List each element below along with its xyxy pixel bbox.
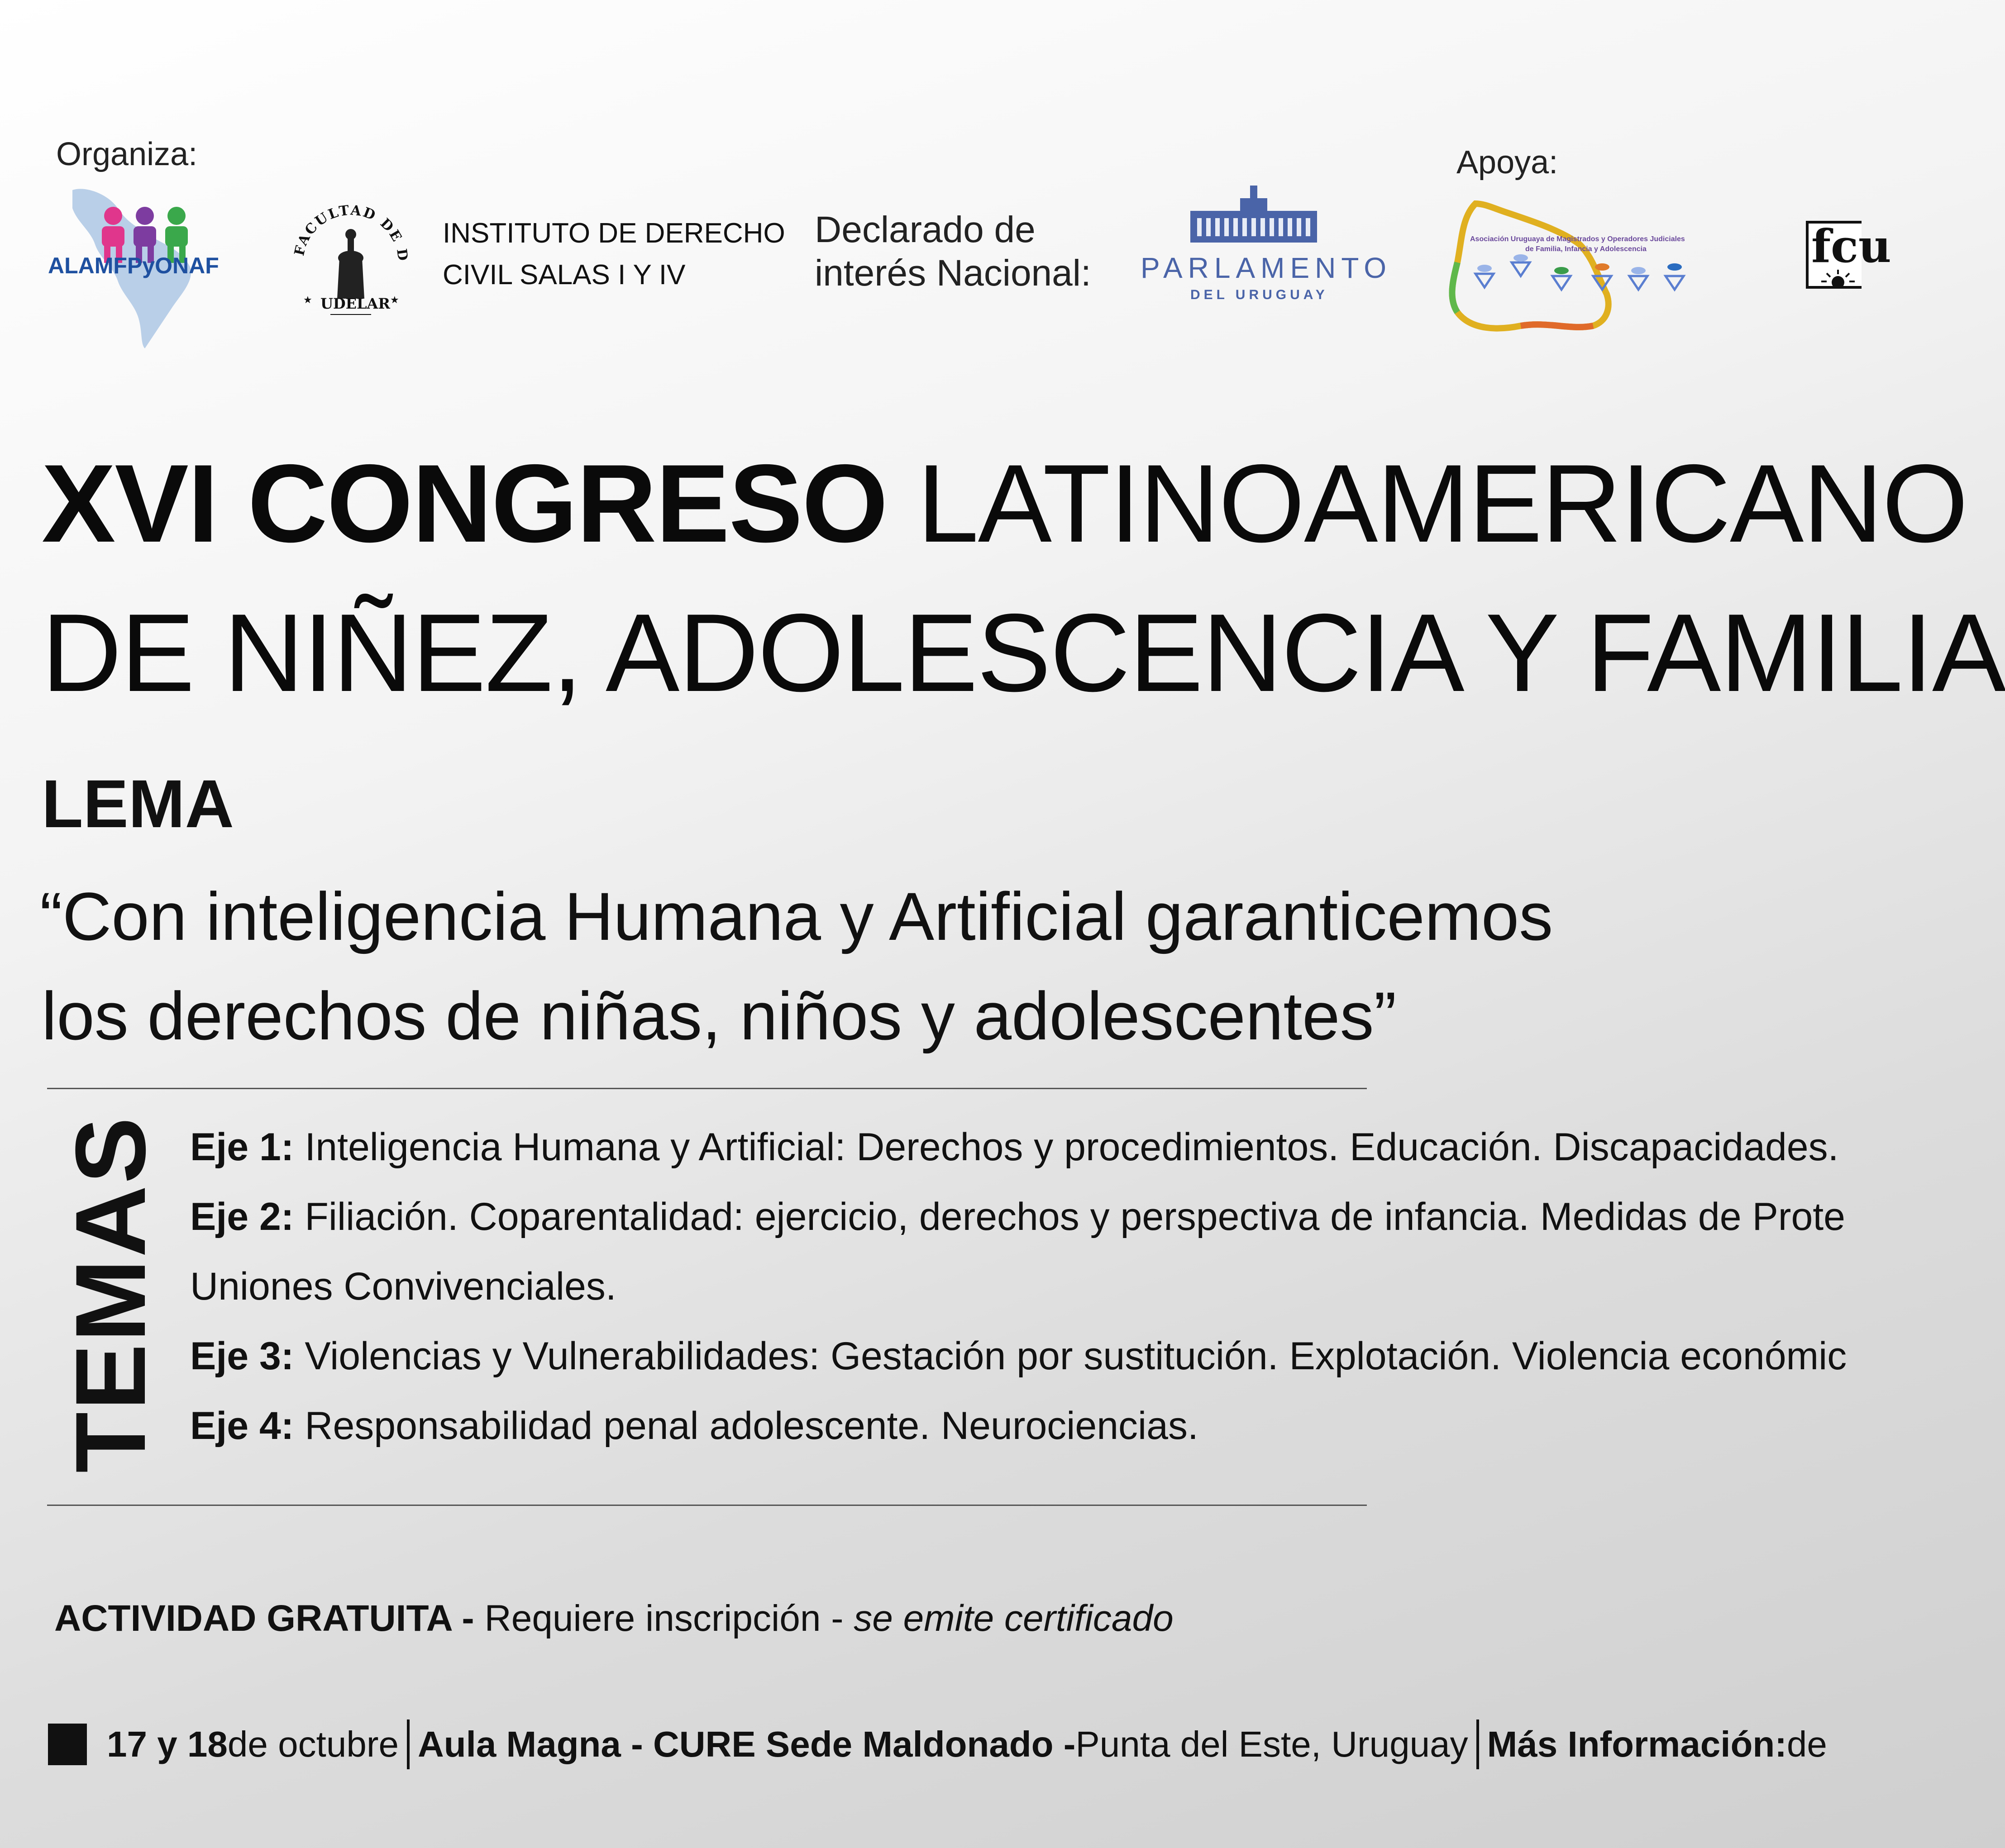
black-square-icon (48, 1724, 87, 1765)
separator-1 (407, 1719, 410, 1769)
organiza-label: Organiza: (56, 136, 198, 172)
instituto-line-1: INSTITUTO DE DERECHO (443, 218, 785, 249)
uruguay-map-outline-icon (1444, 195, 1733, 348)
actividad-bold: ACTIVIDAD GRATUITA - (54, 1598, 474, 1639)
eje-4-text: Responsabilidad penal adolescente. Neurociencias. (305, 1404, 1198, 1448)
instituto-line-2: CIVIL SALAS I Y IV (443, 259, 686, 291)
title-bold: XVI CONGRESO (42, 441, 888, 565)
parlamento-name: PARLAMENTO (1141, 252, 1392, 284)
sun-icon (1818, 269, 1858, 287)
eje-2-text: Filiación. Coparentalidad: ejercicio, derechos y perspectiva de infancia. Medidas de Prote (305, 1195, 1845, 1238)
lema-label: LEMA (42, 766, 234, 842)
eje-3-text: Violencias y Vulnerabilidades: Gestación por sustitución. Explotación. Violencia económic (305, 1334, 1847, 1378)
ejes-list (190, 1112, 1847, 1461)
eje-4 (190, 1391, 1847, 1461)
footer-info-normal: de (1786, 1724, 1827, 1764)
divider-top (47, 1088, 1367, 1089)
footer-info-bold: Más Información: (1487, 1724, 1787, 1764)
title-light: LATINOAMERICANO (917, 441, 1967, 565)
eje-1-label: Eje 1: (190, 1125, 294, 1169)
eje-2-label: Eje 2: (190, 1195, 294, 1238)
eje-2-continuation (190, 1252, 1847, 1321)
eje-2-continuation-text: Uniones Convivenciales. (190, 1265, 616, 1308)
alamf-logo-text: ALAMFPyONAF (48, 253, 219, 278)
actividad-italic: se emite certificado (843, 1598, 1174, 1639)
eje-4-label: Eje 4: (190, 1404, 294, 1448)
title-line-1 (42, 441, 1967, 565)
temas-label: TEMAS (55, 1115, 166, 1473)
eje-2 (190, 1182, 1847, 1252)
footer-date-bold: 17 y 18 (107, 1724, 228, 1764)
alamf-logo (45, 181, 235, 353)
eje-3-label: Eje 3: (190, 1334, 294, 1378)
footer-venue-normal: Punta del Este, Uruguay (1075, 1724, 1468, 1764)
eje-1-text: Inteligencia Humana y Artificial: Derechos y procedimientos. Educación. Discapacidades. (305, 1125, 1839, 1169)
asociacion-line-1: Asociación Uruguaya de Magistrados y Operadores Judiciales (1470, 235, 1685, 243)
footer-bar (48, 1719, 1827, 1769)
lema-line-2: los derechos de niñas, niños y adolescentes” (42, 978, 1397, 1054)
svg-text:FACULTAD DE DERECHO: FACULTAD DE D (291, 202, 411, 263)
asociacion-line-2: de Familia, Infancia y Adolescencia (1525, 245, 1647, 253)
udelar-text: UDELAR (320, 295, 390, 312)
fcu-logo-text: fcu (1811, 219, 1891, 273)
divider-bottom (47, 1505, 1367, 1506)
svg-text:★: ★ (390, 294, 399, 305)
declarado-line-2: interés Nacional: (815, 252, 1091, 294)
declarado-line-1: Declarado de (815, 209, 1036, 250)
parlamento-logo (1136, 186, 1392, 303)
parlamento-sub: DEL URUGUAY (1190, 287, 1328, 302)
facultad-derecho-seal (285, 195, 416, 326)
apoya-label: Apoya: (1456, 144, 1558, 181)
separator-2 (1476, 1719, 1479, 1769)
eje-3 (190, 1321, 1847, 1391)
footer-date-normal: de octubre (227, 1724, 399, 1764)
fcu-logo (1806, 219, 1891, 289)
lema-line-1: “Con inteligencia Humana y Artificial garanticemos (40, 878, 1553, 954)
footer-venue-bold: Aula Magna - CURE Sede Maldonado - (417, 1724, 1076, 1764)
parliament-building-icon (1186, 186, 1322, 244)
eje-1 (190, 1112, 1847, 1182)
svg-text:★: ★ (303, 294, 312, 305)
actividad-normal: Requiere inscripción - (474, 1598, 844, 1639)
actividad-line (54, 1597, 1174, 1640)
asociacion-logo (1444, 195, 1733, 348)
title-line-2: DE NIÑEZ, ADOLESCENCIA Y FAMILIA (42, 591, 2005, 714)
